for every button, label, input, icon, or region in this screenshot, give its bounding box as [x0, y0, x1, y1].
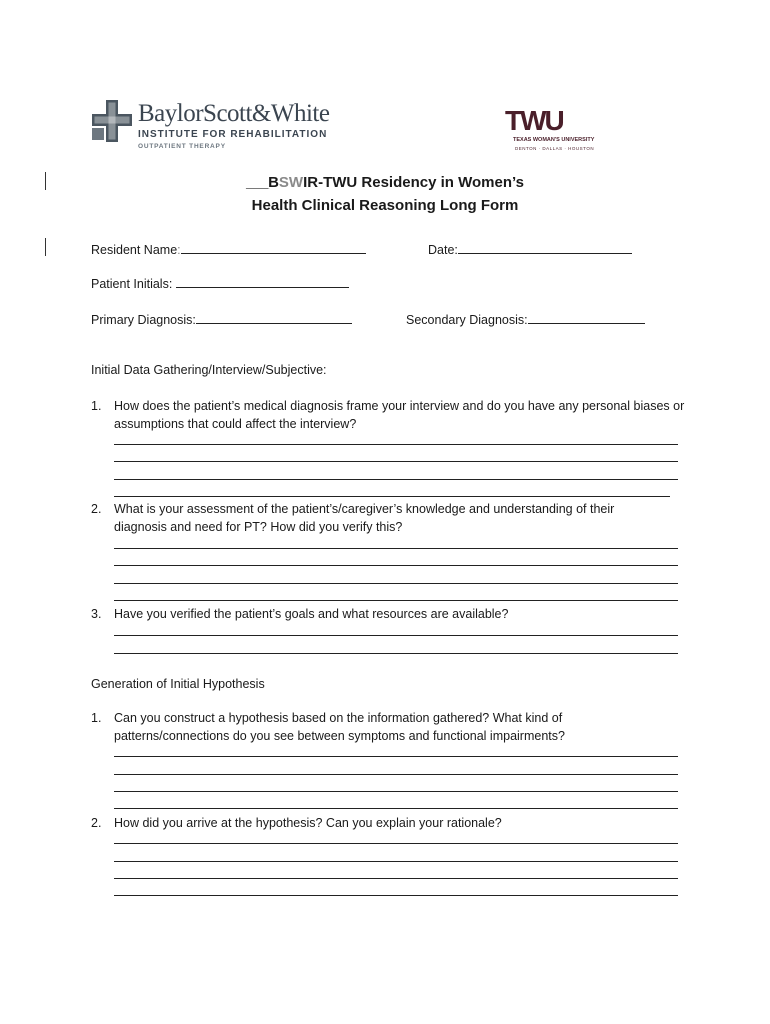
answer-line[interactable] [114, 843, 678, 844]
secondary-diagnosis-label: Secondary Diagnosis: [406, 313, 528, 327]
patient-initials-label: Patient Initials: [91, 277, 176, 291]
title-sw: SW [278, 174, 304, 191]
resident-name-colon: : [177, 243, 181, 257]
answer-line[interactable] [114, 756, 678, 757]
answer-line[interactable] [114, 548, 678, 549]
answer-line[interactable] [114, 861, 678, 862]
twu-logo-cities: DENTON · DALLAS · HOUSTON [515, 146, 595, 151]
twu-logo [505, 105, 595, 156]
bsw-logo-institute: INSTITUTE FOR REHABILITATION [138, 129, 328, 140]
question-number: 2. [91, 816, 102, 830]
date-blank[interactable] [458, 240, 632, 254]
patient-initials-field [91, 274, 349, 293]
primary-diagnosis-blank[interactable] [196, 310, 352, 324]
twu-logo-name: TEXAS WOMAN'S UNIVERSITY [513, 137, 595, 143]
bsw-logo-name: BaylorScott&White [138, 100, 330, 127]
answer-line[interactable] [114, 600, 678, 601]
title-b: B [268, 174, 279, 191]
resident-name-blank[interactable] [181, 240, 366, 254]
answer-line[interactable] [114, 479, 678, 480]
question-text: How did you arrive at the hypothesis? Can you explain your rationale? [114, 816, 502, 830]
revision-bar [45, 238, 46, 256]
answer-line[interactable] [114, 653, 678, 654]
question-text: Can you construct a hypothesis based on the information gathered? What kind of patterns/connections do you see between symptoms and functional impairments? [114, 711, 565, 743]
bsw-cross-icon [92, 100, 132, 142]
question-number: 3. [91, 607, 102, 621]
question-text: Have you verified the patient’s goals and what resources are available? [114, 607, 509, 621]
twu-logo-mark: TWU [505, 105, 563, 136]
title-rest: IR-TWU Residency in Women’s [303, 174, 524, 191]
baylor-scott-white-logo [92, 100, 332, 158]
answer-line[interactable] [114, 635, 678, 636]
primary-diagnosis-label: Primary Diagnosis: [91, 313, 196, 327]
answer-line[interactable] [114, 774, 678, 775]
answer-line[interactable] [114, 878, 678, 879]
question-number: 1. [91, 399, 102, 413]
answer-line[interactable] [114, 808, 678, 809]
form-title-line1 [0, 172, 770, 194]
title-deleted-mark: ___ [246, 174, 269, 191]
answer-line[interactable] [114, 496, 670, 497]
bsw-logo-outpatient: OUTPATIENT THERAPY [138, 143, 226, 150]
question-text: What is your assessment of the patient’s/caregiver’s knowledge and understanding of their diagnosis and need for PT? How did you verify this? [114, 502, 615, 534]
date-label: Date: [428, 243, 458, 257]
answer-line[interactable] [114, 583, 678, 584]
section-heading-initial-data: Initial Data Gathering/Interview/Subjective: [91, 363, 327, 377]
answer-line[interactable] [114, 565, 678, 566]
patient-initials-blank[interactable] [176, 274, 349, 288]
answer-line[interactable] [114, 791, 678, 792]
resident-name-label: Resident Name [91, 243, 178, 257]
form-title-line2: Health Clinical Reasoning Long Form [251, 197, 519, 214]
answer-line[interactable] [114, 444, 678, 445]
answer-line[interactable] [114, 895, 678, 896]
question-number: 2. [91, 502, 102, 516]
resident-name-field [91, 240, 366, 259]
section-heading-initial-hypothesis: Generation of Initial Hypothesis [91, 677, 265, 691]
question-text: How does the patient’s medical diagnosis frame your interview and do you have any personal biases or assumptions that could affect the interview? [114, 399, 685, 431]
question-number: 1. [91, 711, 102, 725]
primary-diagnosis-field [91, 310, 352, 329]
answer-line[interactable] [114, 461, 678, 462]
date-field [428, 240, 632, 259]
secondary-diagnosis-field [406, 310, 645, 329]
secondary-diagnosis-blank[interactable] [528, 310, 645, 324]
